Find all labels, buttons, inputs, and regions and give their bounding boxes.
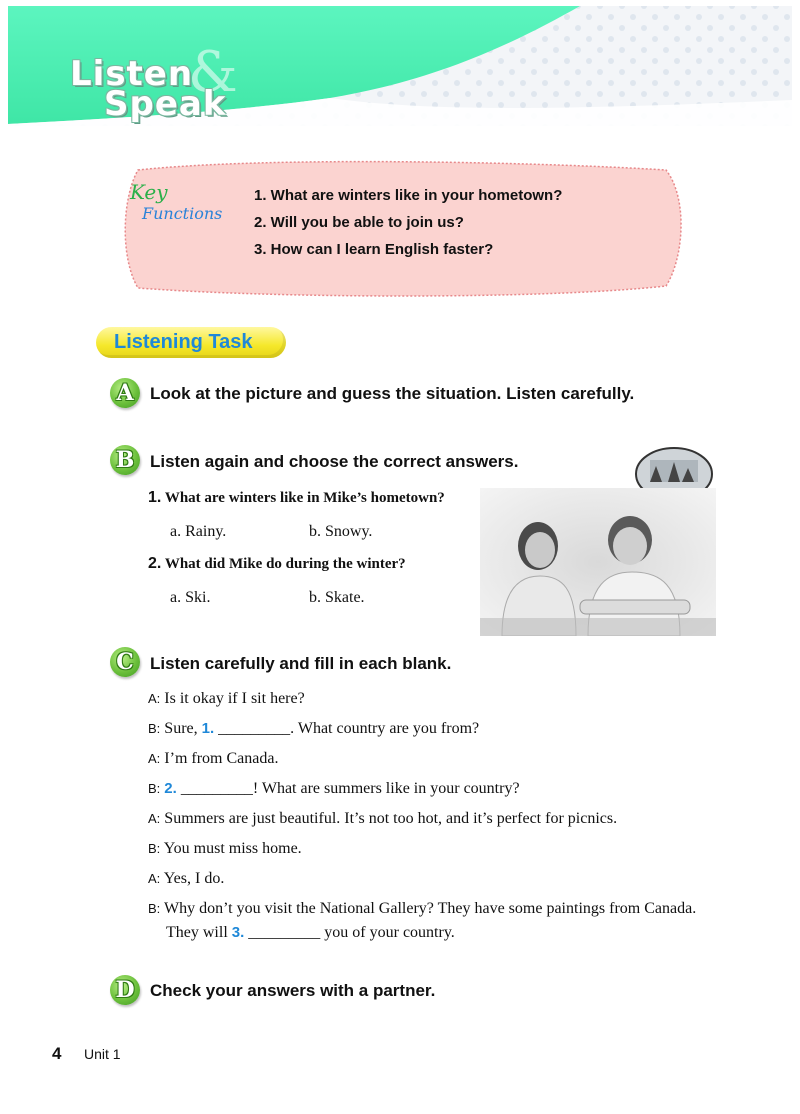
section-c-badge [110, 647, 140, 677]
section-a-letter: A [116, 380, 134, 406]
key-function-3: 3. How can I learn English faster? [254, 241, 494, 258]
dialogue-text: Is it okay if I sit here? [164, 690, 305, 707]
dialogue-line-4 [148, 780, 520, 798]
section-b-heading: Listen again and choose the correct answers. [150, 452, 519, 471]
speaker-label: A: [148, 751, 161, 766]
section-a-heading: Look at the picture and guess the situation. Listen carefully. [150, 384, 635, 403]
dialogue-line-7 [148, 870, 224, 888]
section-b-badge [110, 445, 140, 475]
question-2-option-b[interactable]: b. Skate. [309, 589, 365, 606]
title-listen: Listen [70, 54, 194, 94]
dialogue-text: I’m from Canada. [164, 750, 279, 767]
task-title: Listening Task [114, 331, 253, 353]
question-2-option-a[interactable]: a. Ski. [170, 589, 211, 606]
dialogue-line-6 [148, 840, 302, 858]
dialogue-line-8 [148, 900, 696, 918]
page-number: 4 [52, 1044, 62, 1063]
dialogue-text: You must miss home. [163, 840, 302, 857]
speaker-label: B: [148, 781, 161, 796]
dialogue-text: Yes, I do. [163, 870, 225, 887]
question-1-option-b[interactable]: b. Snowy. [309, 523, 373, 540]
section-d-letter: D [115, 977, 135, 1003]
blank-2[interactable]: _________ [180, 780, 253, 797]
key-function-1: 1. What are winters like in your hometown? [254, 187, 563, 204]
dialogue-text: Sure, [164, 720, 198, 737]
blank-number-1: 1. [201, 720, 215, 737]
speaker-label: A: [148, 871, 161, 886]
question-1-number: 1. [148, 489, 162, 506]
dialogue-text: Summers are just beautiful. It’s not too hot, and it’s perfect for picnics. [164, 810, 618, 827]
key-function-2: 2. Will you be able to join us? [254, 214, 464, 231]
dialogue-line-5 [148, 810, 617, 828]
dialogue-text: ! What are summers like in your country? [252, 780, 520, 797]
section-a-badge [110, 378, 140, 408]
dialogue-line-8-continued [166, 924, 455, 942]
blank-3[interactable]: _________ [248, 924, 321, 941]
question-1-option-a[interactable]: a. Rainy. [170, 523, 227, 540]
question-2 [148, 555, 406, 573]
blank-1[interactable]: _________ [218, 720, 291, 737]
section-b-letter: B [115, 447, 135, 473]
students-photo [480, 488, 716, 636]
speaker-label: A: [148, 811, 161, 826]
speaker-label: B: [148, 841, 161, 856]
key-label: Key [130, 180, 168, 204]
section-c-letter: C [116, 649, 134, 675]
question-2-text: What did Mike do during the winter? [164, 556, 406, 572]
title-speak: Speak [104, 84, 227, 124]
blank-number-2: 2. [164, 780, 177, 797]
dialogue-line-3 [148, 750, 278, 768]
section-c-heading: Listen carefully and fill in each blank. [150, 654, 452, 673]
question-1-text: What are winters like in Mike’s hometown? [164, 490, 445, 506]
dialogue-text: you of your country. [324, 924, 455, 941]
unit-label: Unit 1 [84, 1046, 121, 1062]
blank-number-3: 3. [231, 924, 245, 941]
dialogue-line-2 [148, 720, 479, 738]
dialogue-line-1 [148, 690, 305, 708]
question-1 [148, 489, 445, 507]
question-2-number: 2. [148, 555, 162, 572]
dialogue-text: They will [166, 924, 228, 941]
speaker-label: B: [148, 901, 161, 916]
functions-label: Functions [142, 204, 223, 223]
dialogue-text: . What country are you from? [290, 720, 480, 737]
speaker-label: B: [148, 721, 161, 736]
section-d-heading: Check your answers with a partner. [150, 981, 436, 1000]
ampersand-glyph: & [188, 40, 238, 105]
dialogue-text: Why don’t you visit the National Gallery? They have some paintings from Canada. [164, 900, 697, 917]
section-d-badge [110, 975, 140, 1005]
speaker-label: A: [148, 691, 161, 706]
